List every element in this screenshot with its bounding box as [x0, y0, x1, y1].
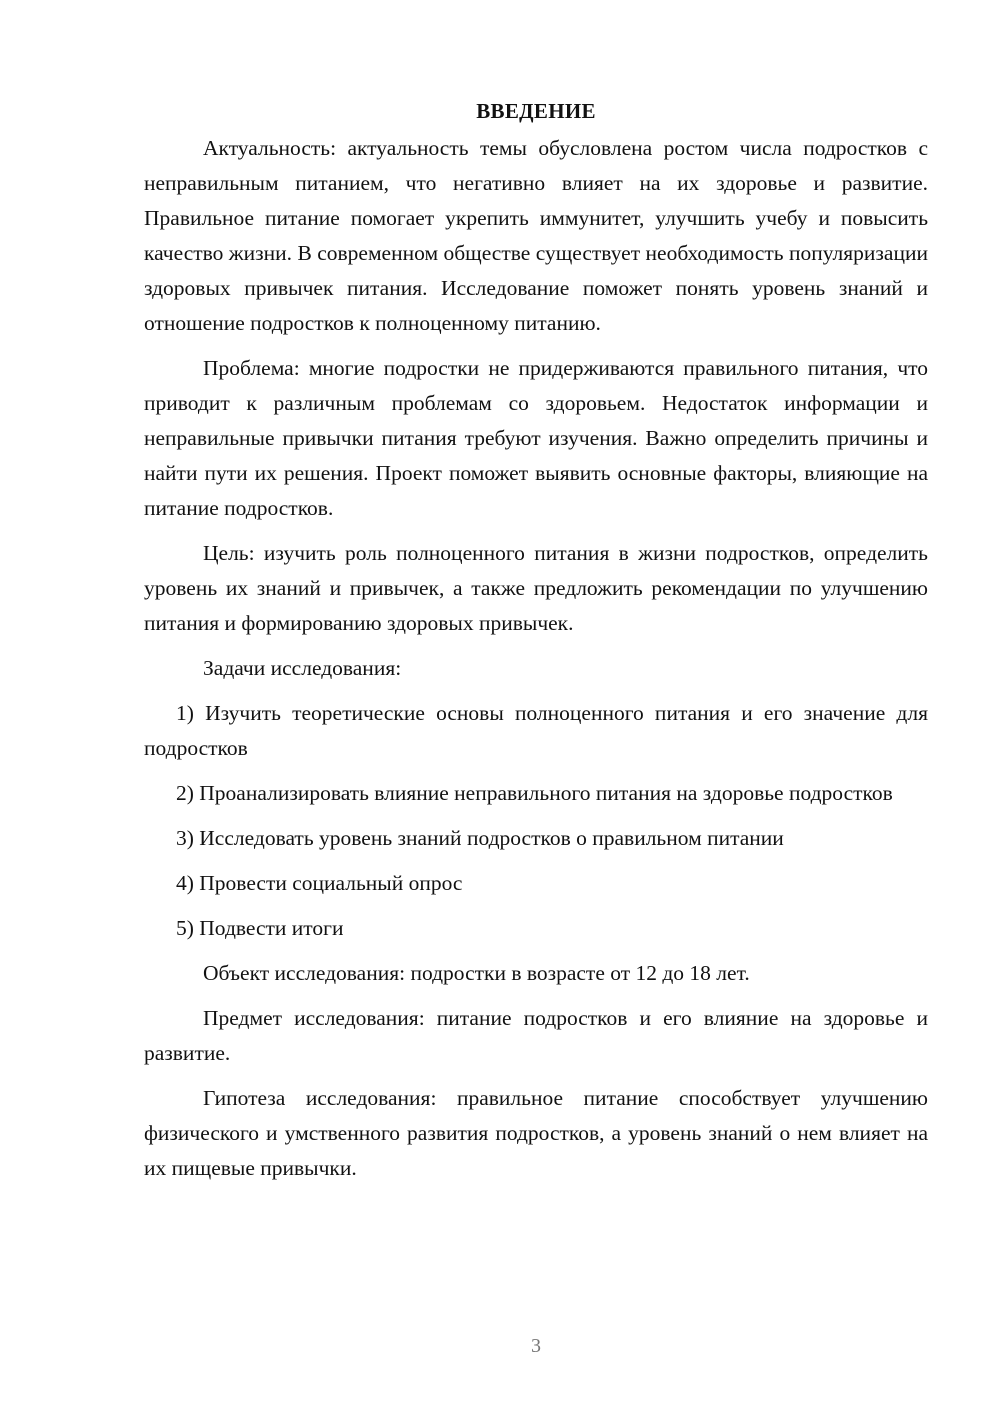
subject-paragraph: Предмет исследования: питание подростков и его влияние на здоровье и развитие. [144, 1006, 928, 1065]
object-paragraph: Объект исследования: подростки в возрасте от 12 до 18 лет. [203, 961, 750, 985]
problem-paragraph: Проблема: многие подростки не придерживаются правильного питания, что приводит к различным проблемам со здоровьем. Недостаток информации и неправильные привычки питания требуют изучения. Важно определить причины и найти пути их решения. Проект поможет выявить основные факторы, влияющие на питание подростков. [144, 356, 928, 520]
task-item-1: 1) Изучить теоретические основы полноценного питания и его значение для подростков [144, 701, 928, 760]
task-item-2: 2) Проанализировать влияние неправильного питания на здоровье подростков [176, 781, 893, 805]
task-item-3: 3) Исследовать уровень знаний подростков о правильном питании [176, 826, 784, 850]
page-title: ВВЕДЕНИЕ [476, 99, 596, 123]
hypothesis-paragraph: Гипотеза исследования: правильное питание способствует улучшению физического и умственного развития подростков, а уровень знаний о нем влияет на их пищевые привычки. [144, 1086, 928, 1180]
relevance-paragraph: Актуальность: актуальность темы обусловлена ростом числа подростков с неправильным питанием, что негативно влияет на их здоровье и развитие. Правильное питание помогает укрепить иммунитет, улучшить учебу и повысить качество жизни. В современном обществе существует необходимость популяризации здоровых привычек питания. Исследование поможет понять уровень знаний и отношение подростков к полноценному питанию. [144, 136, 928, 335]
page-content [144, 95, 928, 1196]
task-item-5: 5) Подвести итоги [176, 916, 344, 940]
tasks-list [144, 696, 928, 946]
goal-paragraph: Цель: изучить роль полноценного питания в жизни подростков, определить уровень их знаний и привычек, а также предложить рекомендации по улучшению питания и формированию здоровых привычек. [144, 541, 928, 635]
task-item-4: 4) Провести социальный опрос [176, 871, 463, 895]
page-number: 3 [531, 1335, 541, 1357]
tasks-heading: Задачи исследования: [203, 656, 402, 680]
